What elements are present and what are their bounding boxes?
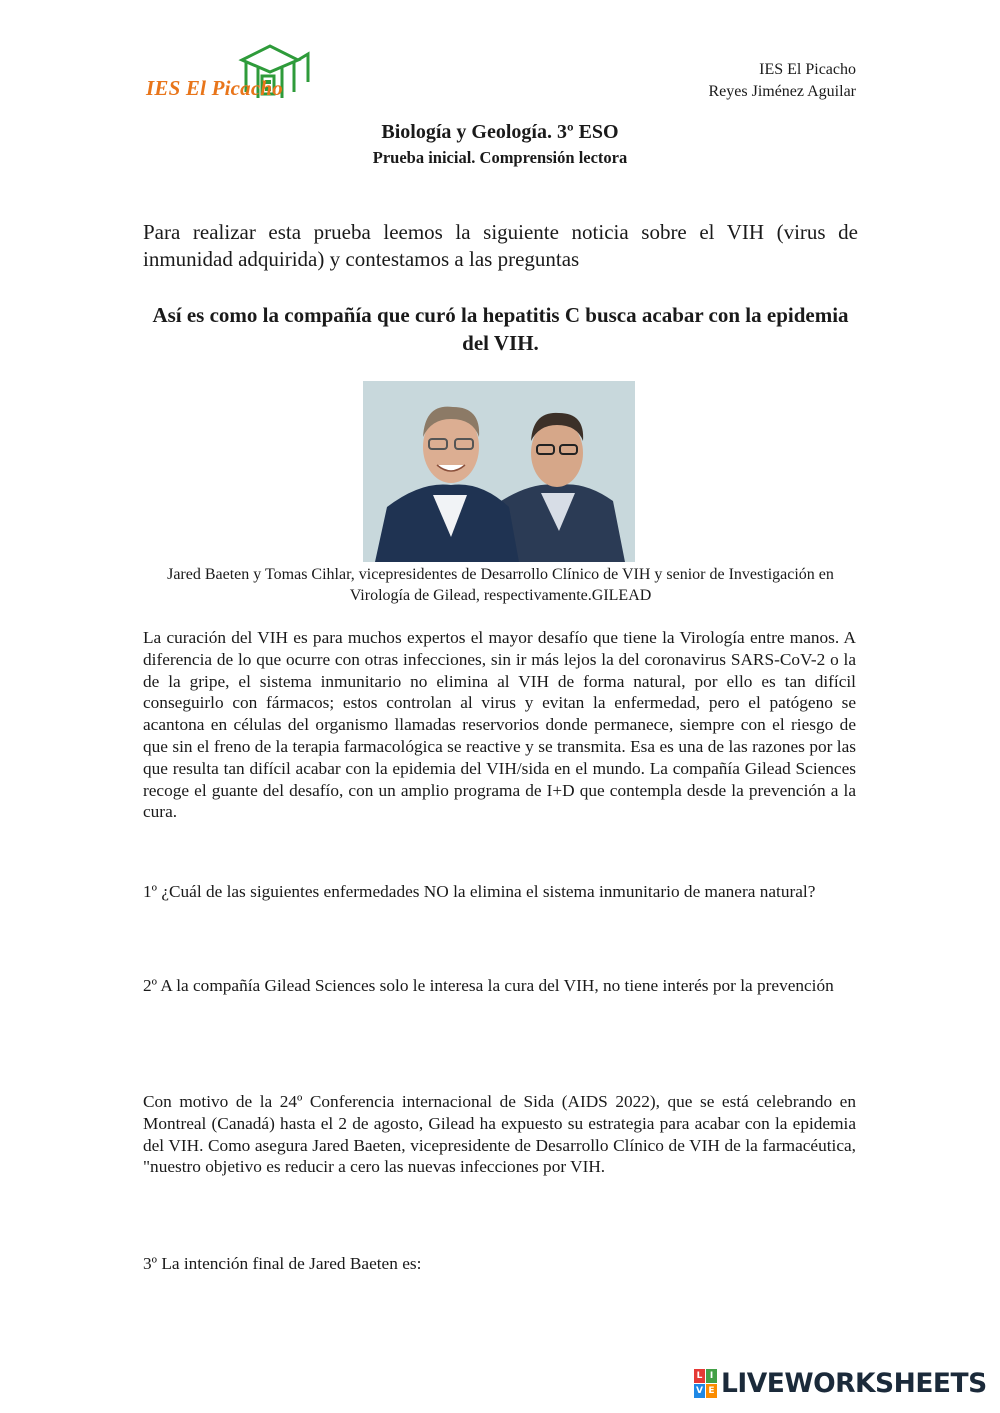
header-school: IES El Picacho bbox=[759, 61, 856, 78]
document-header bbox=[708, 59, 856, 103]
question-2: 2º A la compañía Gilead Sciences solo le interesa la cura del VIH, no tiene interés por la prevención bbox=[143, 976, 834, 995]
intro-text: Para realizar esta prueba leemos la siguiente noticia sobre el VIH (virus de inmunidad adquirida) y contestamos a las preguntas bbox=[143, 220, 858, 271]
icon-letter-v: V bbox=[694, 1384, 705, 1398]
school-logo bbox=[146, 42, 311, 104]
question-1: 1º ¿Cuál de las siguientes enfermedades NO la elimina el sistema inmunitario de manera natural? bbox=[143, 882, 816, 901]
watermark-text: LIVEWORKSHEETS bbox=[721, 1368, 987, 1399]
photo-two-men-icon bbox=[363, 381, 635, 562]
article-paragraph-2: Con motivo de la 24º Conferencia internacional de Sida (AIDS 2022), que se está celebrando en Montreal (Canadá) hasta el 2 de agosto, Gilead ha expuesto su estrategia para acabar con la epidemia del VIH. Como asegura Jared Baeten, vicepresidente de Desarrollo Clínico de VIH de la farmacéutica, "nuestro objetivo es reducir a cero las nuevas infecciones por VIH. bbox=[143, 1092, 856, 1177]
page-title: Biología y Geología. 3º ESO bbox=[381, 121, 619, 143]
question-3: 3º La intención final de Jared Baeten es: bbox=[143, 1254, 422, 1273]
article-paragraph-1: La curación del VIH es para muchos expertos el mayor desafío que tiene la Virología entre manos. A diferencia de lo que ocurre con otras infecciones, sin ir más lejos la del coronavirus SARS-CoV-2 o la de la gripe, el sistema inmunitario no elimina al VIH de forma natural, por ello es tan difícil conseguirlo con fármacos; estos controlan al virus y evitan la enfermedad, pero el patógeno se acantona en células del organismo llamadas reservorios donde permanece, siempre con el riesgo de que sin el freno de la terapia farmacológica se reactive y se transmita. Esa es una de las razones por las que resulta tan difícil acabar con la epidemia del VIH/sida en el mundo. La compañía Gilead Sciences recoge el guante del desafío, con un amplio programa de I+D que contempla desde la prevención a la cura. bbox=[143, 628, 856, 822]
article-photo bbox=[363, 381, 635, 562]
liveworksheets-watermark bbox=[694, 1367, 992, 1401]
icon-letter-l: L bbox=[694, 1369, 705, 1383]
article-headline: Así es como la compañía que curó la hepatitis C busca acabar con la epidemia del VIH. bbox=[152, 303, 849, 355]
icon-letter-e: E bbox=[706, 1384, 717, 1398]
icon-letter-i: I bbox=[706, 1369, 717, 1383]
liveworksheets-icon bbox=[694, 1369, 718, 1399]
page-subtitle: Prueba inicial. Comprensión lectora bbox=[372, 148, 628, 167]
header-author: Reyes Jiménez Aguilar bbox=[708, 83, 856, 100]
photo-caption: Jared Baeten y Tomas Cihlar, vicepresidentes de Desarrollo Clínico de VIH y senior de Investigación en Virología de Gilead, respectivamente.GILEAD bbox=[167, 566, 834, 604]
logo-text: IES El Picacho bbox=[146, 76, 283, 100]
